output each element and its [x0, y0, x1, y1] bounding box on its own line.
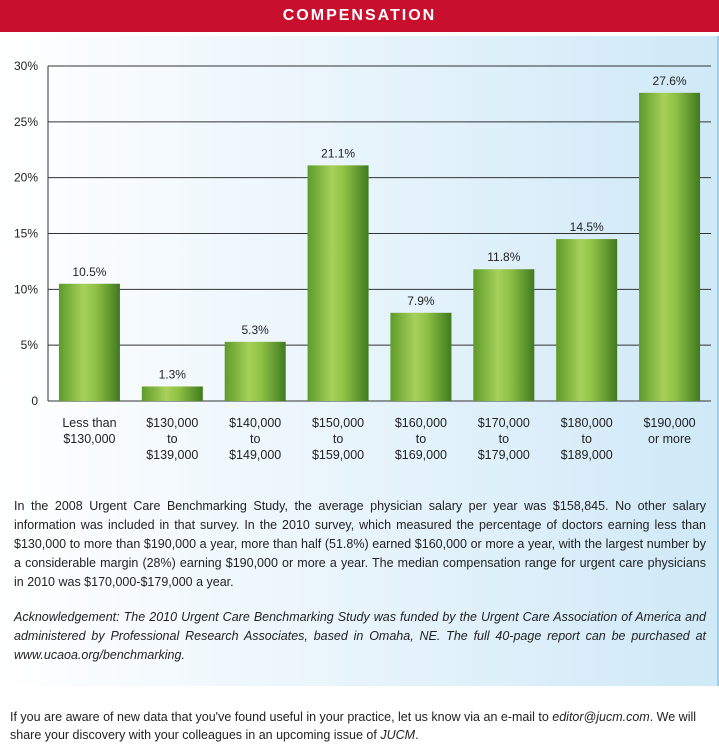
x-tick-label-line: $139,000 — [146, 448, 199, 462]
x-tick-label — [395, 416, 447, 462]
bar-value-label: 27.6% — [652, 73, 687, 88]
editor-email-link[interactable]: editor@jucm.com — [552, 710, 650, 724]
acknowledgement-paragraph: Acknowledgement: The 2010 Urgent Care Benchmarking Study was funded by the Urgent Care Association of America and administered by Professional Research Associates, based in Omaha, NE. The full 40-page report can be purchased at www.ucaoa.org/benchmarking. — [14, 610, 706, 662]
bar-value-label: 1.3% — [158, 367, 186, 382]
section-title: COMPENSATION — [282, 7, 437, 24]
y-tick-label: 0 — [31, 394, 38, 408]
bar-value-label: 21.1% — [321, 146, 356, 161]
x-tick-label — [478, 416, 530, 462]
x-tick-label — [229, 416, 281, 462]
x-tick-label-line: $190,000 — [643, 416, 696, 430]
x-tick-label-line: $160,000 — [394, 416, 448, 430]
x-tick-label-line: $150,000 — [311, 416, 365, 430]
bar — [473, 269, 534, 401]
footer-note — [10, 708, 710, 744]
bar-value-label: 5.3% — [241, 322, 269, 337]
y-tick-label: 5% — [20, 338, 38, 353]
y-tick-label: 15% — [13, 226, 38, 241]
y-tick-label: 10% — [13, 282, 38, 297]
y-tick-label: 25% — [13, 114, 38, 129]
bar-value-label: 14.5% — [569, 220, 604, 235]
section-header — [0, 0, 719, 32]
bar — [308, 165, 369, 401]
x-tick-label-line: or more — [648, 432, 692, 446]
x-tick-label-line: $170,000 — [477, 416, 530, 430]
x-tick-label-line: $159,000 — [311, 448, 365, 462]
x-tick-label — [643, 416, 695, 446]
y-tick-label: 20% — [13, 170, 38, 185]
x-tick-label-line: $169,000 — [394, 448, 448, 462]
x-tick-label — [561, 416, 613, 462]
x-tick-label-line: $140,000 — [229, 416, 282, 430]
x-tick-label — [62, 416, 116, 446]
x-tick-label-line: to — [167, 432, 178, 446]
bar — [225, 342, 286, 401]
bar — [142, 386, 203, 401]
footer — [0, 686, 719, 745]
footer-text-start: If you are aware of new data that you've found useful in your practice, let us know via an e-mail to — [10, 710, 553, 724]
bar-chart — [0, 36, 717, 486]
x-tick-label — [146, 416, 198, 462]
bar — [59, 284, 120, 401]
bar — [639, 93, 700, 401]
footer-text-end: . — [415, 728, 419, 742]
x-tick-label-line: to — [415, 432, 427, 446]
x-tick-label-line: $130,000 — [63, 432, 116, 446]
x-tick-label — [312, 416, 364, 462]
x-tick-label-line: to — [498, 432, 510, 446]
bar — [556, 239, 617, 401]
x-tick-label-line: $189,000 — [560, 448, 613, 462]
bar — [390, 313, 451, 401]
x-tick-label-line: $180,000 — [560, 416, 613, 430]
journal-name: JUCM — [380, 728, 416, 742]
x-tick-label-line: to — [332, 432, 344, 446]
x-tick-label-line: Less than — [62, 416, 117, 430]
x-tick-label-line: $179,000 — [477, 448, 530, 462]
x-tick-label-line: $149,000 — [229, 448, 282, 462]
body-paragraph: In the 2008 Urgent Care Benchmarking Study, the average physician salary per year was $158,845. No other salary information was included in that survey. In the 2010 survey, which measured the percentage of doctors earning less than $130,000 to more than $190,000 a year, more than half (51.8%) earned $160,000 or more a year, with the largest number by a considerable margin (28%) earning $190,000 or more a year. The median compensation range for urgent care physicians in 2010 was $170,000-$179,000 a year. — [14, 499, 706, 589]
bar-value-label: 11.8% — [487, 250, 521, 265]
y-axis — [14, 59, 38, 408]
bar-value-label: 10.5% — [72, 264, 107, 279]
x-tick-label-line: to — [249, 432, 261, 446]
x-axis — [62, 416, 695, 462]
bar-value-label: 7.9% — [407, 293, 435, 308]
x-tick-label-line: to — [581, 432, 592, 446]
bars — [59, 93, 700, 401]
y-tick-label: 30% — [13, 59, 38, 73]
x-tick-label-line: $130,000 — [146, 416, 199, 430]
footer-text-middle: . We will share your discovery with your colleagues in an upcoming issue of — [10, 710, 697, 742]
